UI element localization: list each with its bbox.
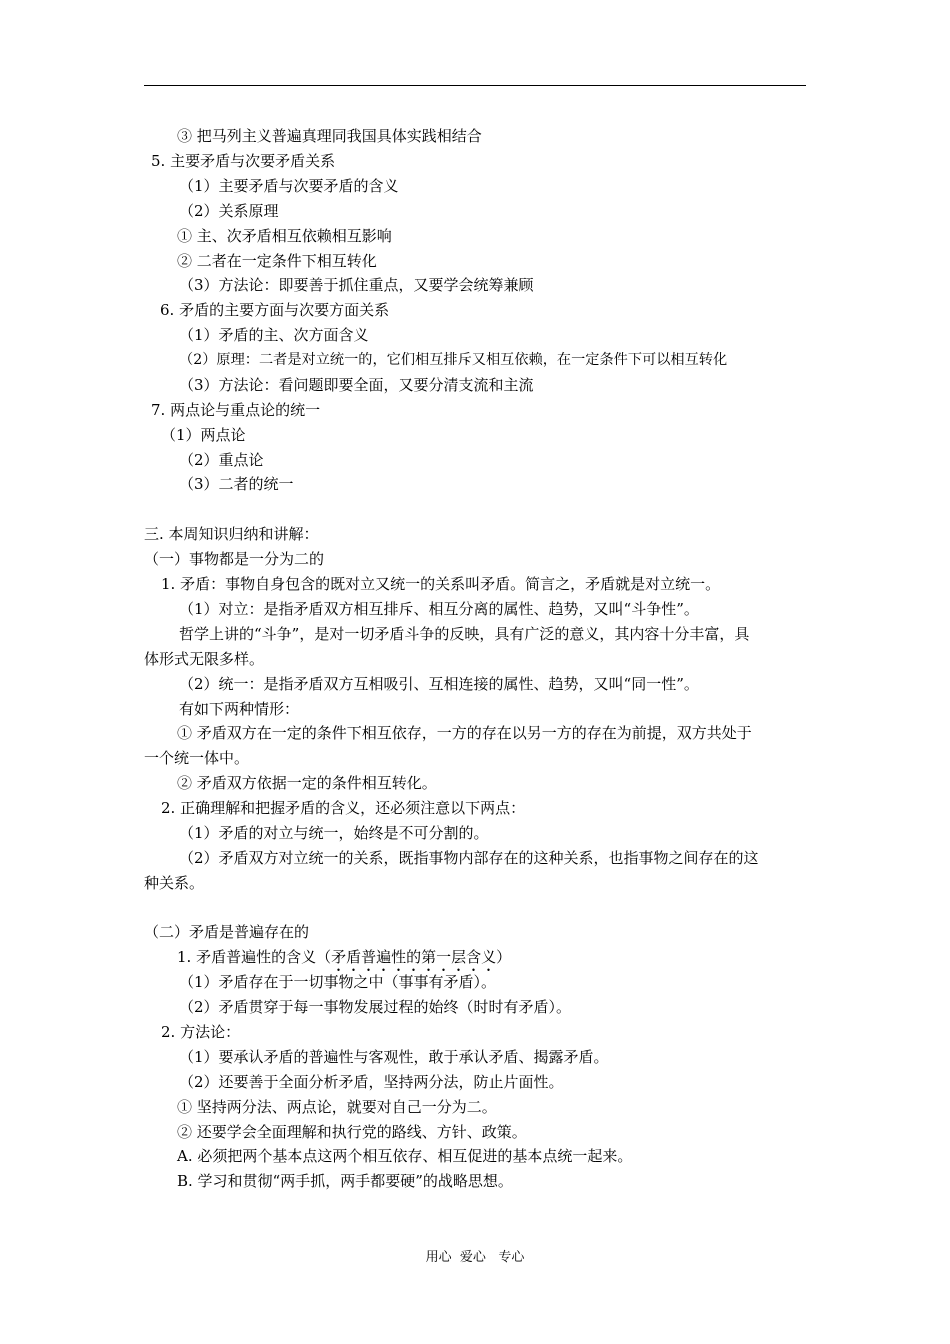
text-line: 1. 矛盾：事物自身包含的既对立又统一的关系叫矛盾。简言之，矛盾就是对立统一。	[161, 575, 721, 593]
text-line: （2）关系原理	[179, 202, 279, 220]
text-line: （3）方法论：即要善于抓住重点，又要学会统筹兼顾	[179, 276, 534, 294]
text-line: 哲学上讲的“斗争”，是对一切矛盾斗争的反映，具有广泛的意义，其内容十分丰富，具	[179, 625, 750, 643]
subsection-heading: （二）矛盾是普遍存在的	[144, 923, 310, 941]
text-line: （3）二者的统一	[179, 475, 294, 493]
text-line-start: 1. 矛盾普遍性的含义（	[177, 948, 332, 966]
text-line: ③ 把马列主义普遍真理同我国具体实践相结合	[177, 127, 482, 145]
text-line: （2）统一：是指矛盾双方互相吸引、互相连接的属性、趋势，又叫“同一性”。	[179, 675, 699, 693]
text-line: （2）矛盾贯穿于每一事物发展过程的始终（时时有矛盾）。	[179, 998, 572, 1016]
text-line: （1）主要矛盾与次要矛盾的含义	[179, 177, 399, 195]
section-heading: 7. 两点论与重点论的统一	[151, 401, 321, 419]
text-line: （1）要承认矛盾的普遍性与客观性，敢于承认矛盾、揭露矛盾。	[179, 1048, 609, 1066]
section-heading: 5. 主要矛盾与次要矛盾关系	[151, 152, 336, 170]
text-line: （2）原理：二者是对立统一的，它们相互排斥又相互依赖，在一定条件下可以相互转化	[179, 352, 728, 368]
page-footer: 用心 爱心 专心	[425, 1250, 525, 1265]
header-rule	[144, 85, 806, 86]
text-line: 种关系。	[144, 874, 205, 892]
part-heading: 三. 本周知识归纳和讲解：	[144, 525, 319, 543]
text-line: （1）矛盾存在于一切事物之中（事事有矛盾）。	[179, 973, 497, 991]
subsection-heading: （一）事物都是一分为二的	[144, 550, 325, 568]
text-line: ② 还要学会全面理解和执行党的路线、方针、政策。	[177, 1123, 527, 1141]
text-line-end: ）	[496, 948, 512, 966]
text-line: A. 必须把两个基本点这两个相互依存、相互促进的基本点统一起来。	[177, 1147, 633, 1165]
text-line: （2）矛盾双方对立统一的关系，既指事物内部存在的这种关系，也指事物之间存在的这	[179, 849, 759, 867]
text-line: 体形式无限多样。	[144, 650, 265, 668]
text-line: （2）还要善于全面分析矛盾，坚持两分法，防止片面性。	[179, 1073, 564, 1091]
text-line: （1）两点论	[161, 426, 246, 444]
text-line: 一个统一体中。	[144, 749, 250, 767]
text-line: 2. 正确理解和把握矛盾的含义，还必须注意以下两点：	[161, 799, 526, 817]
text-line: ② 矛盾双方依据一定的条件相互转化。	[177, 774, 437, 792]
text-line: ① 坚持两分法、两点论，就要对自己一分为二。	[177, 1098, 497, 1116]
emphasis-dotted-text: 矛盾普遍性的第一层含义	[331, 948, 497, 966]
text-line: （1）矛盾的对立与统一，始终是不可分割的。	[179, 824, 489, 842]
section-heading: 6. 矛盾的主要方面与次要方面关系	[160, 301, 390, 319]
text-line: （1）矛盾的主、次方面含义	[179, 326, 369, 344]
text-line: （2）重点论	[179, 451, 264, 469]
text-line: ② 二者在一定条件下相互转化	[177, 252, 377, 270]
text-line	[177, 947, 511, 975]
text-line: （1）对立：是指矛盾双方相互排斥、相互分离的属性、趋势，又叫“斗争性”。	[179, 600, 699, 618]
text-line: 2. 方法论：	[161, 1023, 241, 1041]
text-line: B. 学习和贯彻“两手抓，两手都要硬”的战略思想。	[177, 1172, 513, 1190]
text-line: ① 矛盾双方在一定的条件下相互依存，一方的存在以另一方的存在为前提，双方共处于	[177, 724, 752, 742]
text-line: 有如下两种情形：	[179, 700, 300, 718]
text-line: （3）方法论：看问题即要全面，又要分清支流和主流	[179, 376, 534, 394]
text-line: ① 主、次矛盾相互依赖相互影响	[177, 227, 392, 245]
